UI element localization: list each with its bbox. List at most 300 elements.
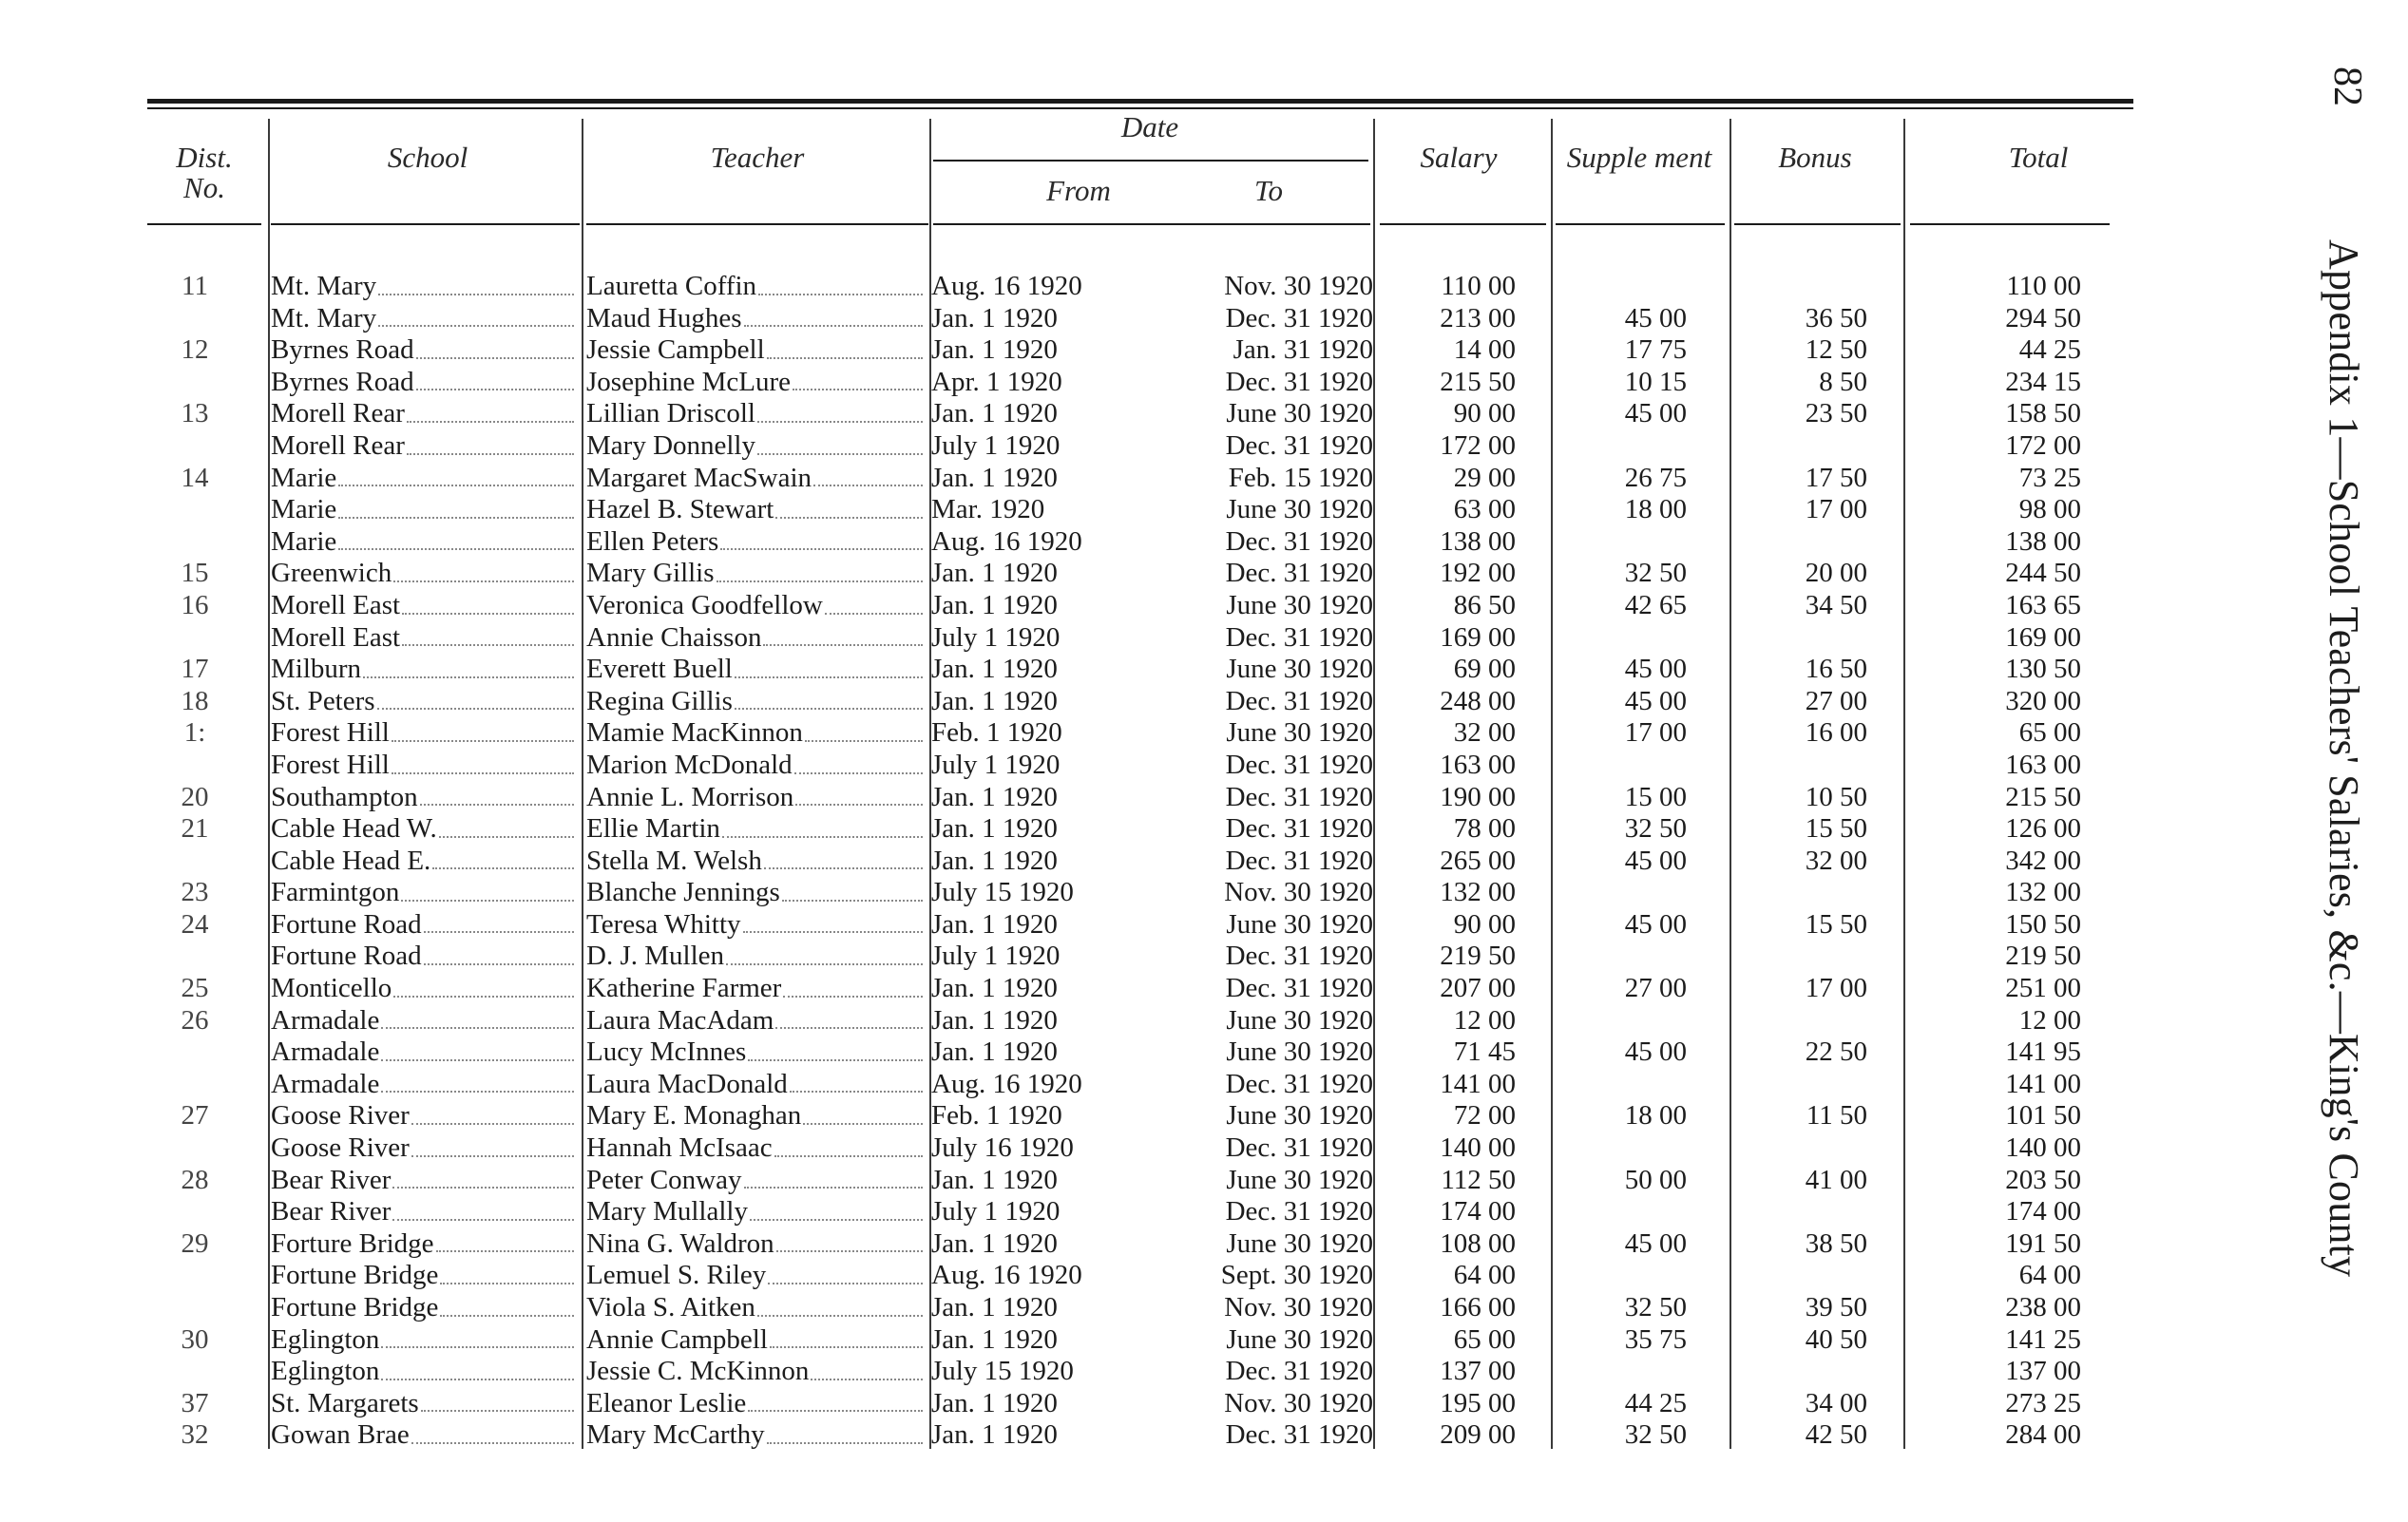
- dist-number: [143, 1196, 247, 1228]
- supplement-amount: [1558, 1260, 1687, 1292]
- dot-leader: [392, 750, 574, 774]
- dist-number: [143, 303, 247, 335]
- table-row: [0, 750, 2281, 782]
- date-to: Feb. 15 1920: [1228, 462, 1373, 493]
- dot-leader: [790, 1069, 923, 1094]
- teacher-name: Stella M. Welsh: [586, 846, 928, 878]
- dot-leader: [782, 877, 923, 902]
- salary-amount: 248 00: [1440, 685, 1516, 716]
- supplement-amount: 42 65: [1624, 589, 1687, 620]
- dot-leader: [776, 1228, 923, 1253]
- table-row: [0, 1419, 2281, 1452]
- dot-leader: [768, 1260, 923, 1284]
- school-name: Farmintgon: [271, 877, 580, 909]
- total-amount: 244 50: [2005, 558, 2081, 589]
- table-row: [0, 846, 2281, 878]
- header-bottom-rule-2: [271, 223, 580, 225]
- bonus-amount: 36 50: [1805, 302, 1867, 333]
- school-name: Marie: [271, 463, 580, 495]
- header-bottom-rule-5: [1380, 223, 1546, 225]
- date-from: Aug. 16 1920: [931, 271, 1082, 301]
- date-to: Dec. 31 1920: [1225, 813, 1373, 845]
- teacher-name: Hazel B. Stewart: [586, 494, 928, 526]
- school-name: Armadale: [271, 1037, 580, 1069]
- supplement-amount: 44 25: [1624, 1387, 1687, 1418]
- teacher-name: Katherine Farmer: [586, 973, 928, 1005]
- date-to: Dec. 31 1920: [1225, 1068, 1373, 1099]
- supplement-amount: [1558, 1356, 1687, 1388]
- teacher-name: Mary McCarthy: [586, 1419, 928, 1452]
- header-teacher: Teacher: [710, 141, 805, 174]
- dot-leader: [743, 909, 923, 934]
- dist-number: 12: [181, 334, 209, 366]
- school-name: Milburn: [271, 654, 580, 686]
- teacher-name: Viola S. Aitken: [586, 1292, 928, 1324]
- dot-leader: [402, 590, 574, 615]
- teacher-name: Mary Mullally: [586, 1196, 928, 1228]
- supplement-amount: [1558, 622, 1687, 655]
- date-to: Dec. 31 1920: [1225, 525, 1373, 557]
- dot-leader: [720, 526, 923, 551]
- bonus-amount: [1734, 622, 1867, 655]
- dot-leader: [411, 1419, 574, 1444]
- table-row: [0, 1100, 2281, 1132]
- total-amount: 140 00: [2005, 1132, 2081, 1164]
- date-to: Dec. 31 1920: [1225, 941, 1373, 972]
- school-name: Morell Rear: [271, 398, 580, 430]
- bonus-amount: 42 50: [1805, 1419, 1867, 1451]
- header-salary: Salary: [1420, 141, 1498, 174]
- dist-number: 30: [181, 1323, 209, 1355]
- supplement-amount: [1558, 750, 1687, 782]
- total-amount: 169 00: [2005, 621, 2081, 653]
- school-name: Morell East: [271, 590, 580, 622]
- bonus-amount: [1734, 750, 1867, 782]
- teacher-name: Lauretta Coffin: [586, 271, 928, 303]
- dot-leader: [402, 622, 574, 647]
- dist-number: 24: [181, 908, 209, 940]
- header-bottom-rule-8: [1910, 223, 2110, 225]
- date-from: Aug. 16 1920: [931, 1068, 1082, 1099]
- table-row: [0, 782, 2281, 814]
- bonus-amount: 15 50: [1805, 813, 1867, 845]
- school-name: Gowan Brae: [271, 1419, 580, 1452]
- dist-number: 26: [181, 1004, 209, 1036]
- dot-leader: [401, 877, 574, 902]
- teacher-name: Eleanor Leslie: [586, 1388, 928, 1420]
- dot-leader: [381, 1037, 574, 1061]
- table-body: [0, 271, 2281, 1452]
- school-name: Morell East: [271, 622, 580, 655]
- salary-amount: 190 00: [1440, 781, 1516, 812]
- table-row: [0, 1356, 2281, 1388]
- supplement-amount: [1558, 877, 1687, 909]
- salary-amount: 69 00: [1453, 654, 1516, 685]
- date-to: Dec. 31 1920: [1225, 749, 1373, 780]
- bonus-amount: 34 00: [1805, 1387, 1867, 1418]
- dot-leader: [775, 1005, 923, 1030]
- salary-amount: 72 00: [1453, 1100, 1516, 1132]
- date-to: Nov. 30 1920: [1224, 1292, 1373, 1322]
- date-subheader-rule: [933, 160, 1368, 162]
- date-from: Aug. 16 1920: [931, 525, 1082, 557]
- table-row: [0, 590, 2281, 622]
- teacher-name: Ellen Peters: [586, 526, 928, 559]
- header-bonus: Bonus: [1778, 141, 1852, 174]
- bonus-amount: [1734, 877, 1867, 909]
- dot-leader: [439, 813, 574, 838]
- bonus-amount: [1734, 1196, 1867, 1228]
- supplement-amount: 32 50: [1624, 1419, 1687, 1451]
- dot-leader: [811, 1356, 923, 1380]
- dot-leader: [750, 1196, 923, 1221]
- total-amount: 138 00: [2005, 525, 2081, 557]
- total-amount: 12 00: [2018, 1004, 2081, 1036]
- total-amount: 141 95: [2005, 1037, 2081, 1068]
- date-to: Dec. 31 1920: [1225, 302, 1373, 333]
- dot-leader: [378, 271, 574, 295]
- supplement-amount: [1558, 1069, 1687, 1101]
- dot-leader: [432, 846, 574, 870]
- date-from: Jan. 1 1920: [931, 813, 1058, 845]
- table-row: [0, 494, 2281, 526]
- date-to: Dec. 31 1920: [1225, 685, 1373, 716]
- bonus-amount: 17 00: [1805, 494, 1867, 525]
- school-name: Eglington: [271, 1324, 580, 1357]
- table-row: [0, 1005, 2281, 1037]
- salary-amount: 140 00: [1440, 1132, 1516, 1164]
- header-date: Date: [1120, 110, 1179, 143]
- total-amount: 163 65: [2005, 589, 2081, 620]
- dist-number: 1:: [183, 717, 206, 749]
- supplement-amount: 27 00: [1624, 973, 1687, 1004]
- total-amount: 137 00: [2005, 1356, 2081, 1387]
- date-from: July 1 1920: [931, 1196, 1061, 1227]
- dist-number: 20: [181, 781, 209, 812]
- dist-number: [143, 430, 247, 463]
- teacher-name: Lemuel S. Riley: [586, 1260, 928, 1292]
- bonus-amount: 22 50: [1805, 1037, 1867, 1068]
- teacher-name: Mamie MacKinnon: [586, 717, 928, 750]
- table-row: [0, 1165, 2281, 1197]
- salary-amount: 14 00: [1453, 334, 1516, 366]
- dot-leader: [758, 271, 923, 295]
- dot-leader: [424, 941, 574, 965]
- supplement-amount: 32 50: [1624, 1292, 1687, 1322]
- salary-amount: 63 00: [1453, 494, 1516, 525]
- header-to: To: [1254, 174, 1283, 207]
- bonus-amount: 11 50: [1806, 1100, 1867, 1132]
- dot-leader: [795, 782, 923, 807]
- dot-leader: [411, 1100, 574, 1125]
- bonus-amount: [1734, 430, 1867, 463]
- date-from: Jan. 1 1920: [931, 1323, 1058, 1355]
- bonus-amount: [1734, 1069, 1867, 1101]
- dist-number: [143, 1069, 247, 1101]
- table-row: [0, 813, 2281, 846]
- table-row: [0, 1069, 2281, 1101]
- dot-leader: [407, 398, 574, 423]
- date-from: Jan. 1 1920: [931, 1164, 1058, 1195]
- school-name: Fortune Road: [271, 941, 580, 973]
- dist-number: [143, 750, 247, 782]
- bonus-amount: 40 50: [1805, 1323, 1867, 1355]
- date-from: Feb. 1 1920: [931, 717, 1062, 749]
- date-to: Dec. 31 1920: [1225, 1419, 1373, 1451]
- supplement-amount: [1558, 941, 1687, 973]
- dot-leader: [757, 398, 923, 423]
- salary-amount: 172 00: [1440, 429, 1516, 461]
- total-amount: 65 00: [2018, 717, 2081, 749]
- salary-amount: 138 00: [1440, 525, 1516, 557]
- teacher-name: Margaret MacSwain: [586, 463, 928, 495]
- school-name: Cable Head E.: [271, 846, 580, 878]
- salary-amount: 207 00: [1440, 973, 1516, 1004]
- dot-leader: [392, 1165, 574, 1189]
- supplement-amount: 10 15: [1624, 366, 1687, 397]
- salary-amount: 192 00: [1440, 558, 1516, 589]
- teacher-name: Teresa Whitty: [586, 909, 928, 942]
- total-amount: 110 00: [2006, 271, 2081, 301]
- supplement-amount: [1558, 526, 1687, 559]
- bonus-amount: [1734, 941, 1867, 973]
- page-number: 82: [2325, 67, 2369, 106]
- date-to: Dec. 31 1920: [1225, 366, 1373, 397]
- total-amount: 44 25: [2018, 334, 2081, 366]
- total-amount: 163 00: [2005, 749, 2081, 780]
- date-from: July 1 1920: [931, 621, 1061, 653]
- total-amount: 130 50: [2005, 654, 2081, 685]
- supplement-amount: [1558, 1005, 1687, 1037]
- table-row: [0, 271, 2281, 303]
- salary-amount: 78 00: [1453, 813, 1516, 845]
- teacher-name: Laura MacDonald: [586, 1069, 928, 1101]
- date-to: June 30 1920: [1226, 1037, 1373, 1068]
- dot-leader: [803, 1100, 923, 1125]
- dist-number: 25: [181, 973, 209, 1004]
- dist-number: [143, 941, 247, 973]
- date-from: July 1 1920: [931, 941, 1061, 972]
- table-row: [0, 334, 2281, 367]
- salary-amount: 213 00: [1440, 302, 1516, 333]
- salary-amount: 12 00: [1453, 1004, 1516, 1036]
- dist-number: 23: [181, 877, 209, 908]
- teacher-name: Blanche Jennings: [586, 877, 928, 909]
- table-row: [0, 1132, 2281, 1165]
- dot-leader: [424, 909, 574, 934]
- table-row: [0, 686, 2281, 718]
- bonus-amount: 17 50: [1805, 462, 1867, 493]
- date-from: Jan. 1 1920: [931, 781, 1058, 812]
- dist-number: 21: [181, 813, 209, 845]
- salary-amount: 86 50: [1453, 589, 1516, 620]
- date-from: Jan. 1 1920: [931, 1037, 1058, 1068]
- school-name: Mt. Mary: [271, 271, 580, 303]
- supplement-amount: 45 00: [1624, 1227, 1687, 1259]
- school-name: Fortune Bridge: [271, 1292, 580, 1324]
- header-total: Total: [2008, 141, 2069, 174]
- supplement-amount: 45 00: [1624, 654, 1687, 685]
- date-to: Dec. 31 1920: [1225, 845, 1373, 876]
- date-to: June 30 1920: [1226, 1164, 1373, 1195]
- date-from: Jan. 1 1920: [931, 1004, 1058, 1036]
- date-from: July 1 1920: [931, 429, 1061, 461]
- bonus-amount: 8 50: [1819, 366, 1867, 397]
- dot-leader: [770, 1324, 923, 1349]
- bonus-amount: 27 00: [1805, 685, 1867, 716]
- table-row: [0, 367, 2281, 399]
- teacher-name: Ellie Martin: [586, 813, 928, 846]
- dist-number: [143, 526, 247, 559]
- dot-leader: [735, 654, 923, 678]
- school-name: Morell Rear: [271, 430, 580, 463]
- dot-leader: [381, 1356, 574, 1380]
- total-amount: 273 25: [2005, 1387, 2081, 1418]
- salary-amount: 137 00: [1440, 1356, 1516, 1387]
- total-amount: 251 00: [2005, 973, 2081, 1004]
- total-amount: 284 00: [2005, 1419, 2081, 1451]
- school-name: Forture Bridge: [271, 1228, 580, 1261]
- date-from: Jan. 1 1920: [931, 334, 1058, 366]
- dot-leader: [381, 1005, 574, 1030]
- dot-leader: [436, 1228, 574, 1253]
- table-row: [0, 526, 2281, 559]
- dot-leader: [416, 367, 574, 391]
- dot-leader: [377, 686, 574, 711]
- supplement-amount: [1558, 1132, 1687, 1165]
- dist-number: 29: [181, 1227, 209, 1259]
- salary-amount: 169 00: [1440, 621, 1516, 653]
- header-bottom-rule-4: [933, 223, 1370, 225]
- header-supplement: Supple ment: [1566, 141, 1712, 174]
- teacher-name: Maud Hughes: [586, 303, 928, 335]
- supplement-amount: 45 00: [1624, 1037, 1687, 1068]
- total-amount: 73 25: [2018, 462, 2081, 493]
- dot-leader: [338, 526, 574, 551]
- total-amount: 150 50: [2005, 908, 2081, 940]
- salary-amount: 112 50: [1441, 1164, 1516, 1195]
- bonus-amount: 38 50: [1805, 1227, 1867, 1259]
- teacher-name: Nina G. Waldron: [586, 1228, 928, 1261]
- bonus-amount: 23 50: [1805, 398, 1867, 429]
- supplement-amount: 45 00: [1624, 845, 1687, 876]
- date-to: Nov. 30 1920: [1224, 877, 1373, 908]
- dot-leader: [748, 1388, 923, 1413]
- dot-leader: [381, 1324, 574, 1349]
- table-row: [0, 941, 2281, 973]
- bonus-amount: 20 00: [1805, 558, 1867, 589]
- total-amount: 98 00: [2018, 494, 2081, 525]
- salary-amount: 32 00: [1453, 717, 1516, 749]
- dot-leader: [757, 1292, 923, 1317]
- dot-leader: [392, 717, 574, 742]
- table-row: [0, 1228, 2281, 1261]
- dist-number: 37: [181, 1387, 209, 1418]
- salary-amount: 163 00: [1440, 749, 1516, 780]
- bonus-amount: [1734, 1356, 1867, 1388]
- dot-leader: [717, 558, 923, 582]
- table-row: [0, 717, 2281, 750]
- top-rule-thick: [147, 99, 2133, 104]
- salary-amount: 71 45: [1453, 1037, 1516, 1068]
- school-name: Marie: [271, 526, 580, 559]
- dist-number: 16: [181, 589, 209, 620]
- school-name: Forest Hill: [271, 750, 580, 782]
- dist-number: 32: [181, 1419, 209, 1451]
- dot-leader: [744, 1165, 924, 1189]
- school-name: Greenwich: [271, 558, 580, 590]
- teacher-name: Peter Conway: [586, 1165, 928, 1197]
- school-name: Goose River: [271, 1132, 580, 1165]
- date-from: Aug. 16 1920: [931, 1260, 1082, 1291]
- top-rule-thin: [147, 107, 2133, 109]
- date-to: June 30 1920: [1226, 1004, 1373, 1036]
- date-to: June 30 1920: [1226, 398, 1373, 429]
- teacher-name: Lucy McInnes: [586, 1037, 928, 1069]
- table-row: [0, 398, 2281, 430]
- supplement-amount: 32 50: [1624, 558, 1687, 589]
- dot-leader: [805, 717, 923, 742]
- salary-amount: 29 00: [1453, 462, 1516, 493]
- bonus-amount: 17 00: [1805, 973, 1867, 1004]
- date-to: Dec. 31 1920: [1225, 558, 1373, 589]
- dot-leader: [407, 430, 574, 455]
- teacher-name: Mary E. Monaghan: [586, 1100, 928, 1132]
- dist-number: 27: [181, 1100, 209, 1132]
- supplement-amount: 32 50: [1624, 813, 1687, 845]
- teacher-name: Hannah McIsaac: [586, 1132, 928, 1165]
- teacher-name: Mary Gillis: [586, 558, 928, 590]
- salary-amount: 90 00: [1453, 398, 1516, 429]
- dot-leader: [767, 334, 923, 359]
- dist-number: 13: [181, 398, 209, 429]
- bonus-amount: [1734, 1005, 1867, 1037]
- total-amount: 141 25: [2005, 1323, 2081, 1355]
- school-name: Monticello: [271, 973, 580, 1005]
- dist-number: 15: [181, 558, 209, 589]
- supplement-amount: 17 75: [1624, 334, 1687, 366]
- table-row: [0, 1324, 2281, 1357]
- total-amount: 215 50: [2005, 781, 2081, 812]
- salary-amount: 64 00: [1453, 1260, 1516, 1291]
- date-to: Dec. 31 1920: [1225, 1196, 1373, 1227]
- bonus-amount: 16 00: [1805, 717, 1867, 749]
- table-row: [0, 622, 2281, 655]
- dot-leader: [794, 750, 923, 774]
- total-amount: 294 50: [2005, 302, 2081, 333]
- total-amount: 203 50: [2005, 1164, 2081, 1195]
- dot-leader: [735, 686, 923, 711]
- teacher-name: Veronica Goodfellow: [586, 590, 928, 622]
- date-to: Jan. 31 1920: [1233, 334, 1373, 366]
- salary-amount: 90 00: [1453, 908, 1516, 940]
- dot-leader: [440, 1292, 574, 1317]
- date-to: Dec. 31 1920: [1225, 1132, 1373, 1164]
- dot-leader: [813, 463, 923, 487]
- dist-number: [143, 1292, 247, 1324]
- salary-amount: 265 00: [1440, 845, 1516, 876]
- dist-number: 11: [182, 271, 208, 301]
- salary-amount: 108 00: [1440, 1227, 1516, 1259]
- salary-amount: 195 00: [1440, 1387, 1516, 1418]
- dot-leader: [722, 813, 923, 838]
- school-name: Mt. Mary: [271, 303, 580, 335]
- total-amount: 172 00: [2005, 429, 2081, 461]
- bonus-amount: 15 50: [1805, 908, 1867, 940]
- dist-number: [143, 494, 247, 526]
- date-to: Dec. 31 1920: [1225, 621, 1373, 653]
- bonus-amount: [1734, 271, 1867, 303]
